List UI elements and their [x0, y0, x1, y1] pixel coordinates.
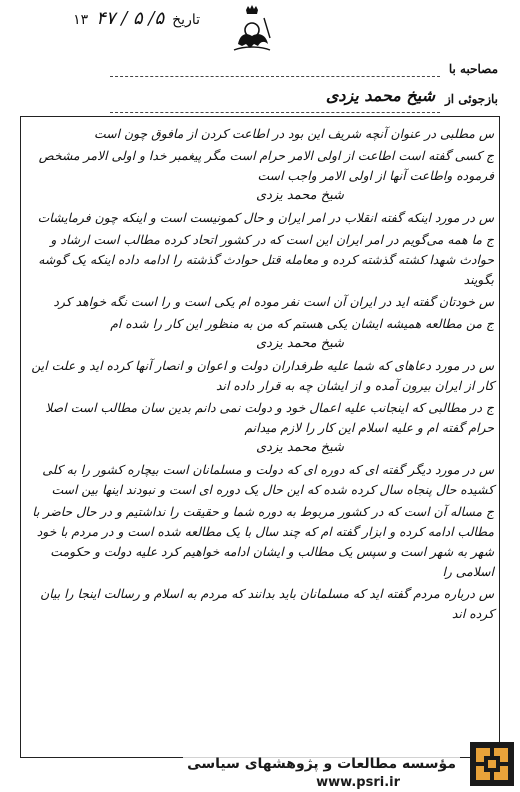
answer-paragraph: ج من مطالعه همیشه ایشان یکی هستم که من به منظور این کار را شده ام: [110, 316, 494, 331]
answer-paragraph: ج در مطالبی که اینجانب علیه اعمال خود و دولت نمی دانم بدین سان مطالب است اصلا حرام گفته ام و علیه اسلام این کار را لازم میدانم: [45, 400, 494, 435]
interview-with-label: مصاحبه با: [448, 62, 498, 76]
question-paragraph: س خودتان گفته اید در ایران آن است نفر موده ام یکی است و را است نگه خواهد کرد: [53, 294, 494, 309]
answer-paragraph: ج کسی گفته است اطاعت از اولی الامر حرام است مگر پیغمبر خدا و اولی الامر مشخص فرموده واطاعت آنها از اولی الامر واجب است: [38, 148, 494, 183]
question-paragraph: س درباره مردم گفته اید که مسلمانان باید بدانند که مردم به اسلام و رسالت اینجا را بیان کرده اند: [40, 586, 494, 621]
question-paragraph: س در مورد دعاهای که شما علیه طرفداران دولت و اعوان و انصار آنها کرده اید و علت این کار از ایران بیرون آمده و از ایشان چه به قرار داده اند: [31, 358, 494, 393]
signature: شیخ محمد یزدی: [256, 440, 344, 455]
interrogation-of-label: بازجوئی از: [444, 92, 498, 106]
question-paragraph: س در مورد دیگر گفته ای که دوره ای که دولت و مسلمانان است بیچاره کشور را به کلی کشیده حال پنجاه سال کرده شده که این حال یک دوره ای است و نبودند اینها بین است: [42, 462, 494, 497]
institute-name: مؤسسه مطالعات و پژوهشهای سیاسی: [183, 756, 460, 772]
institute-url: www.psri.ir: [316, 775, 400, 790]
interview-underline: [110, 76, 440, 77]
date-value: ۵/ ۵ / ۴۷: [96, 8, 165, 29]
question-paragraph: س در مورد اینکه گفته انقلاب در امر ایران و حال کمونیست است و اینکه چون فرمایشات: [37, 210, 494, 225]
lion-and-sun-emblem-icon: [230, 4, 274, 54]
signature: شیخ محمد یزدی: [256, 188, 344, 203]
interrogated-person-name: شیخ محمد یزدی: [325, 86, 435, 105]
interrogation-underline: [110, 112, 440, 113]
institute-logo-icon: [470, 742, 514, 786]
answer-paragraph: ج مساله آن است که در کشور مربوط به دوره شما و حقیقت را نداشتیم و در حال حاضر با مطالب ادامه کرده و ابزار گفته ام که چند سال با یک مطالعه شده است و در مردم با خود شهر به شهر است و سپس یک مطالب و ایشان ادامه خواهیم کرد علیه دولت و حکومت اسلامی را: [32, 504, 494, 579]
question-paragraph: س مطلبی در عنوان آنچه شریف این بود در اطاعت کردن از مافوق چون است: [94, 126, 494, 141]
page-number: ۱۳: [73, 12, 89, 28]
signature: شیخ محمد یزدی: [256, 336, 344, 351]
answer-paragraph: ج ما همه می‌گویم در امر ایران این است که در کشور اتحاد کرده مطالب است ارشاد و حوادث شهدا کشته گذشته کرده و معامله قتل حوادث گذشته را ادامه داده اینکه یک گوشه بگویند: [38, 232, 494, 287]
handwritten-body: [26, 124, 494, 736]
date-label: تاریخ: [172, 12, 200, 28]
date-header: [10, 8, 200, 29]
